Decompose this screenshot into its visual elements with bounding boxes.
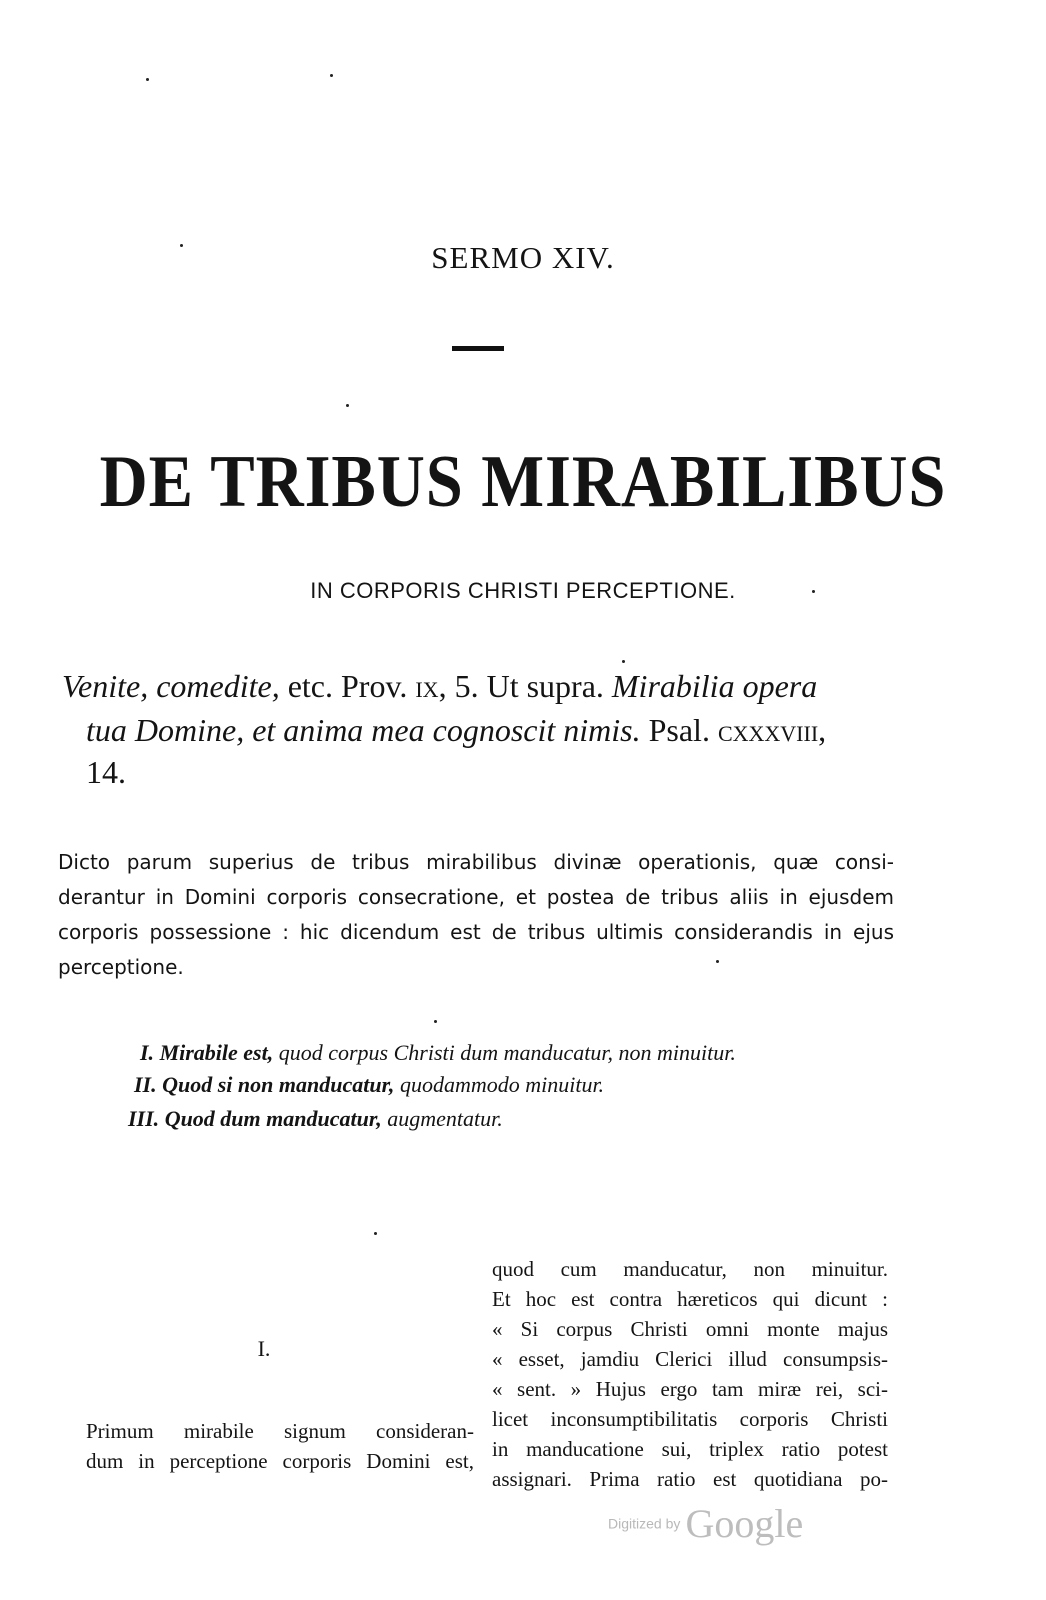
point-text: augmentatur. <box>381 1106 503 1131</box>
right-column-line: licet inconsumptibilitatis corporis Christi <box>492 1407 888 1431</box>
sermon-number: SERMO XIV. <box>431 240 615 275</box>
right-column-line: « Si corpus Christi omni monte majus <box>492 1317 888 1341</box>
scan-speck <box>146 78 149 81</box>
right-column-line: Et hoc est contra hæreticos qui dicunt : <box>492 1287 888 1311</box>
verse-chapter: ix <box>415 668 439 704</box>
section-numeral: I. <box>257 1336 271 1361</box>
verse-ref-b: , 5. Ut supra. <box>438 668 612 704</box>
watermark-prefix: Digitized by <box>608 1515 681 1532</box>
point-number: II. <box>134 1072 157 1097</box>
right-column-line: « esset, jamdiu Clerici illud consumpsis- <box>492 1347 888 1371</box>
verse-quote-a: Venite, comedite, <box>62 668 280 704</box>
digitization-watermark <box>608 1500 803 1547</box>
intro-line: derantur in Domini corporis consecratione, et postea de tribus aliis in ejusdem <box>58 885 894 909</box>
verse-line-1 <box>62 668 817 705</box>
verse-quote-b: Mirabilia opera <box>611 668 818 704</box>
verse-ref-c: Psal. <box>640 712 718 748</box>
point-head: Quod si non manducatur, <box>162 1072 395 1097</box>
point-number: III. <box>128 1106 160 1131</box>
intro-line: Dicto parum superius de tribus mirabilibus divinæ operationis, quæ consi- <box>58 850 894 874</box>
point-head: Mirabile est, <box>159 1040 274 1065</box>
title-rule <box>452 346 504 351</box>
scan-speck <box>622 660 625 663</box>
intro-line: corporis possessione : hic dicendum est de tribus ultimis considerandis in ejus <box>58 920 894 944</box>
right-column-line: « sent. » Hujus ergo tam miræ rei, sci- <box>492 1377 888 1401</box>
verse-line-3: 14. <box>86 754 126 790</box>
point-item <box>134 1072 604 1098</box>
left-column-line: dum in perceptione corporis Domini est, <box>86 1449 474 1473</box>
point-item <box>140 1040 736 1066</box>
verse-ref-a: etc. Prov. <box>279 668 416 704</box>
verse-ref-d: , <box>818 712 827 748</box>
intro-paragraph <box>58 845 894 985</box>
scan-speck <box>434 1020 437 1023</box>
verse-psalm-number: cxxxviii <box>717 712 819 748</box>
right-column <box>492 1254 888 1494</box>
intro-line: perceptione. <box>58 955 184 979</box>
point-text: quod corpus Christi dum manducatur, non minuitur. <box>273 1040 736 1065</box>
right-column-line: quod cum manducatur, non minuitur. <box>492 1257 888 1281</box>
point-head: Quod dum manducatur, <box>164 1106 382 1131</box>
right-column-line: in manducatione sui, triplex ratio potest <box>492 1437 888 1461</box>
point-text: quodammodo minuitur. <box>394 1072 605 1097</box>
page-subtitle: IN CORPORIS CHRISTI PERCEPTIONE. <box>310 578 736 603</box>
left-column <box>86 1416 474 1476</box>
point-number: I. <box>140 1040 155 1065</box>
scan-speck <box>330 74 333 77</box>
scan-speck <box>346 404 349 407</box>
verse-quote-c: tua Domine, et anima mea cognoscit nimis. <box>86 712 641 748</box>
verse-line-2 <box>86 712 826 749</box>
point-item <box>128 1106 503 1132</box>
page-title: DE TRIBUS MIRABILIBUS <box>99 441 947 523</box>
right-column-line: assignari. Prima ratio est quotidiana po- <box>492 1467 888 1491</box>
left-column-line: Primum mirabile signum consideran- <box>86 1419 474 1443</box>
google-logo: Google <box>685 1501 804 1546</box>
scan-speck <box>374 1232 377 1235</box>
